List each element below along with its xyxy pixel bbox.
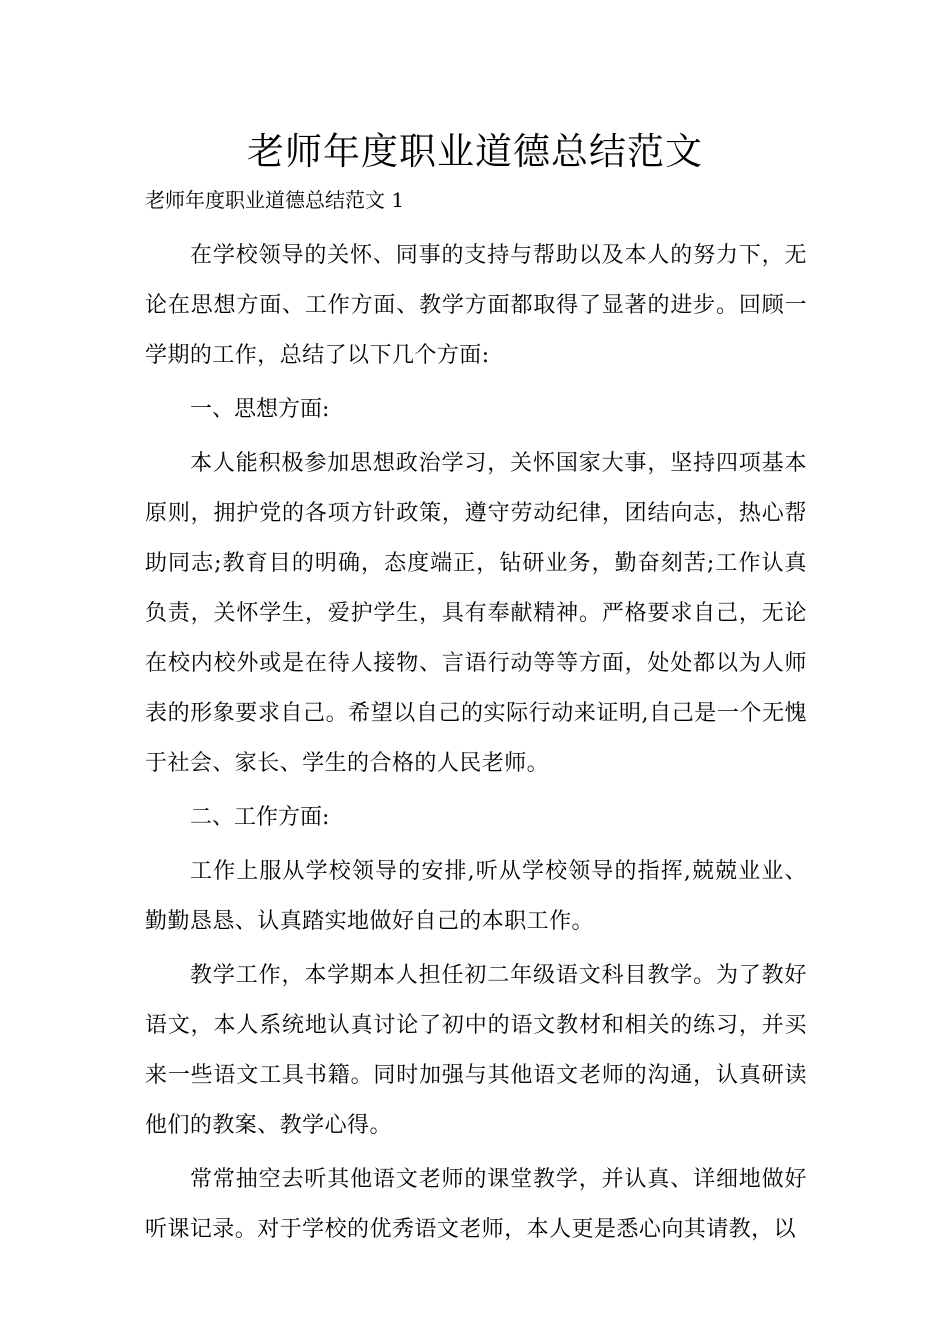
- document-title: 老师年度职业道德总结范文: [247, 130, 703, 173]
- intro-paragraph: 在学校领导的关怀、同事的支持与帮助以及本人的努力下，无论在思想方面、工作方面、教学方面都取得了显著的进步。回顾一学期的工作，总结了以下几个方面:: [145, 243, 807, 368]
- document-subtitle: 老师年度职业道德总结范文 1: [145, 188, 405, 212]
- work-paragraph: 工作上服从学校领导的安排,听从学校领导的指挥,兢兢业业、勤勤恳恳、认真踏实地做好自己的本职工作。: [145, 859, 807, 934]
- document-body: [145, 231, 807, 1259]
- section-heading-work: 二、工作方面:: [190, 805, 330, 830]
- thought-paragraph: 本人能积极参加思想政治学习，关怀国家大事，坚持四项基本原则，拥护党的各项方针政策，遵守劳动纪律，团结向志，热心帮助同志;教育目的明确，态度端正，钻研业务，勤奋刻苦;工作认真负责，关怀学生，爱护学生，具有奉献精神。严格要求自己，无论在校内校外或是在待人接物、言语行动等等方面，处处都以为人师表的形象要求自己。希望以自己的实际行动来证明,自己是一个无愧于社会、家长、学生的合格的人民老师。: [145, 451, 807, 776]
- teaching-paragraph: 教学工作，本学期本人担任初二年级语文科目教学。为了教好语文，本人系统地认真讨论了初中的语文教材和相关的练习，并买来一些语文工具书籍。同时加强与其他语文老师的沟通，认真研读他们的教案、教学心得。: [145, 963, 807, 1138]
- section-heading-thought: 一、思想方面:: [190, 397, 330, 422]
- listening-paragraph: 常常抽空去听其他语文老师的课堂教学，并认真、详细地做好听课记录。对于学校的优秀语文老师，本人更是悉心向其请教，以: [145, 1167, 807, 1242]
